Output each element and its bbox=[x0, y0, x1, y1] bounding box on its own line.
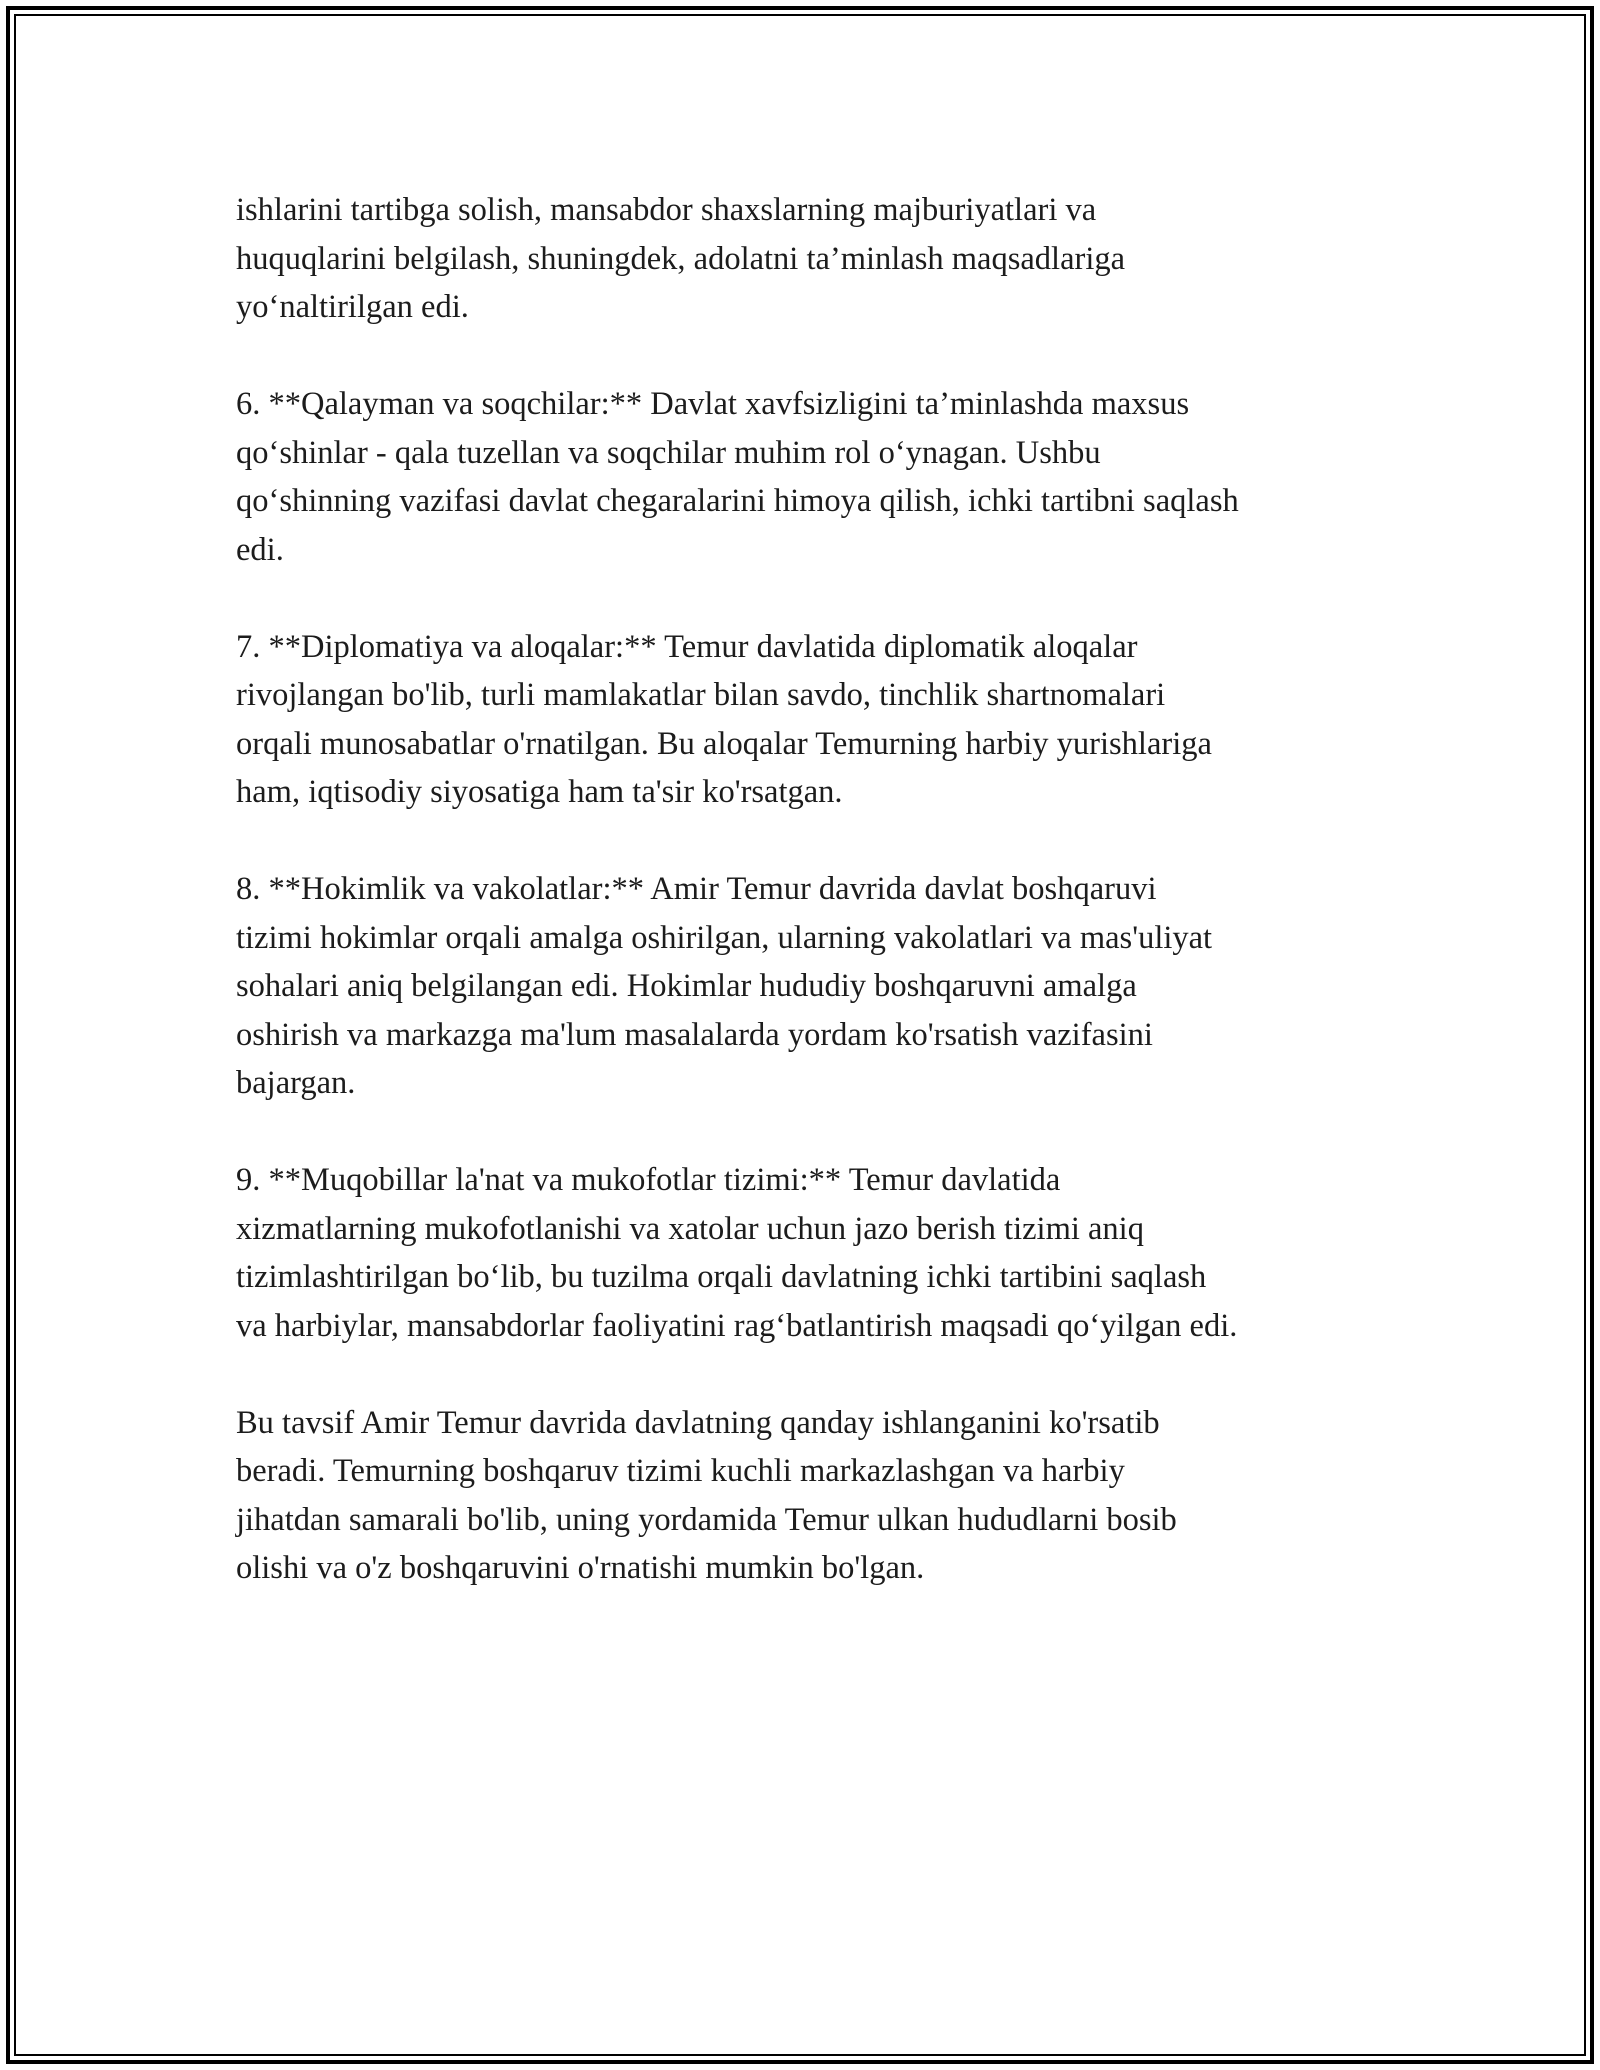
paragraph-item-8: 8. **Hokimlik va vakolatlar:** Amir Temur davrida davlat boshqaruvi tizimi hokimlar orqali amalga oshirilgan, ularning vakolatlari va mas'uliyat sohalari aniq belgilangan edi. Hokimlar hududiy boshqaruvni amalga oshirish va markazga ma'lum masalalarda yordam ko'rsatish vazifasini bajargan. bbox=[236, 871, 1213, 1101]
paragraph-item-6: 6. **Qalayman va soqchilar:** Davlat xavfsizligini ta’minlashda maxsus qo‘shinlar - qala tuzellan va soqchilar muhim rol o‘ynagan. Ushbu qo‘shinning vazifasi davlat chegaralarini himoya qilish, ichki tartibni saqlash edi. bbox=[236, 386, 1239, 568]
document-body bbox=[236, 186, 1386, 1593]
paragraph-conclusion: Bu tavsif Amir Temur davrida davlatning qanday ishlanganini ko'rsatib beradi. Temurning boshqaruv tizimi kuchli markazlashgan va harbiy jihatdan samarali bo'lib, uning yordamida Temur ulkan hududlarni bosib olishi va o'z boshqaruvini o'rnatishi mumkin bo'lgan. bbox=[236, 1404, 1177, 1586]
paragraph-item-7: 7. **Diplomatiya va aloqalar:** Temur davlatida diplomatik aloqalar rivojlangan bo'lib, turli mamlakatlar bilan savdo, tinchlik shartnomalari orqali munosabatlar o'rnatilgan. Bu aloqalar Temurning harbiy yurishlariga ham, iqtisodiy siyosatiga ham ta'sir ko'rsatgan. bbox=[236, 628, 1212, 810]
paragraph-intro-continuation: ishlarini tartibga solish, mansabdor shaxslarning majburiyatlari va huquqlarini belgilash, shuningdek, adolatni ta’minlash maqsadlariga yo‘naltirilgan edi. bbox=[236, 192, 1126, 325]
paragraph-item-9: 9. **Muqobillar la'nat va mukofotlar tizimi:** Temur davlatida xizmatlarning mukofotlanishi va xatolar uchun jazo berish tizimi aniq tizimlashtirilgan bo‘lib, bu tuzilma orqali davlatning ichki tartibini saqlash va harbiylar, mansabdorlar faoliyatini rag‘batlantirish maqsadi qo‘yilgan edi. bbox=[236, 1162, 1238, 1344]
